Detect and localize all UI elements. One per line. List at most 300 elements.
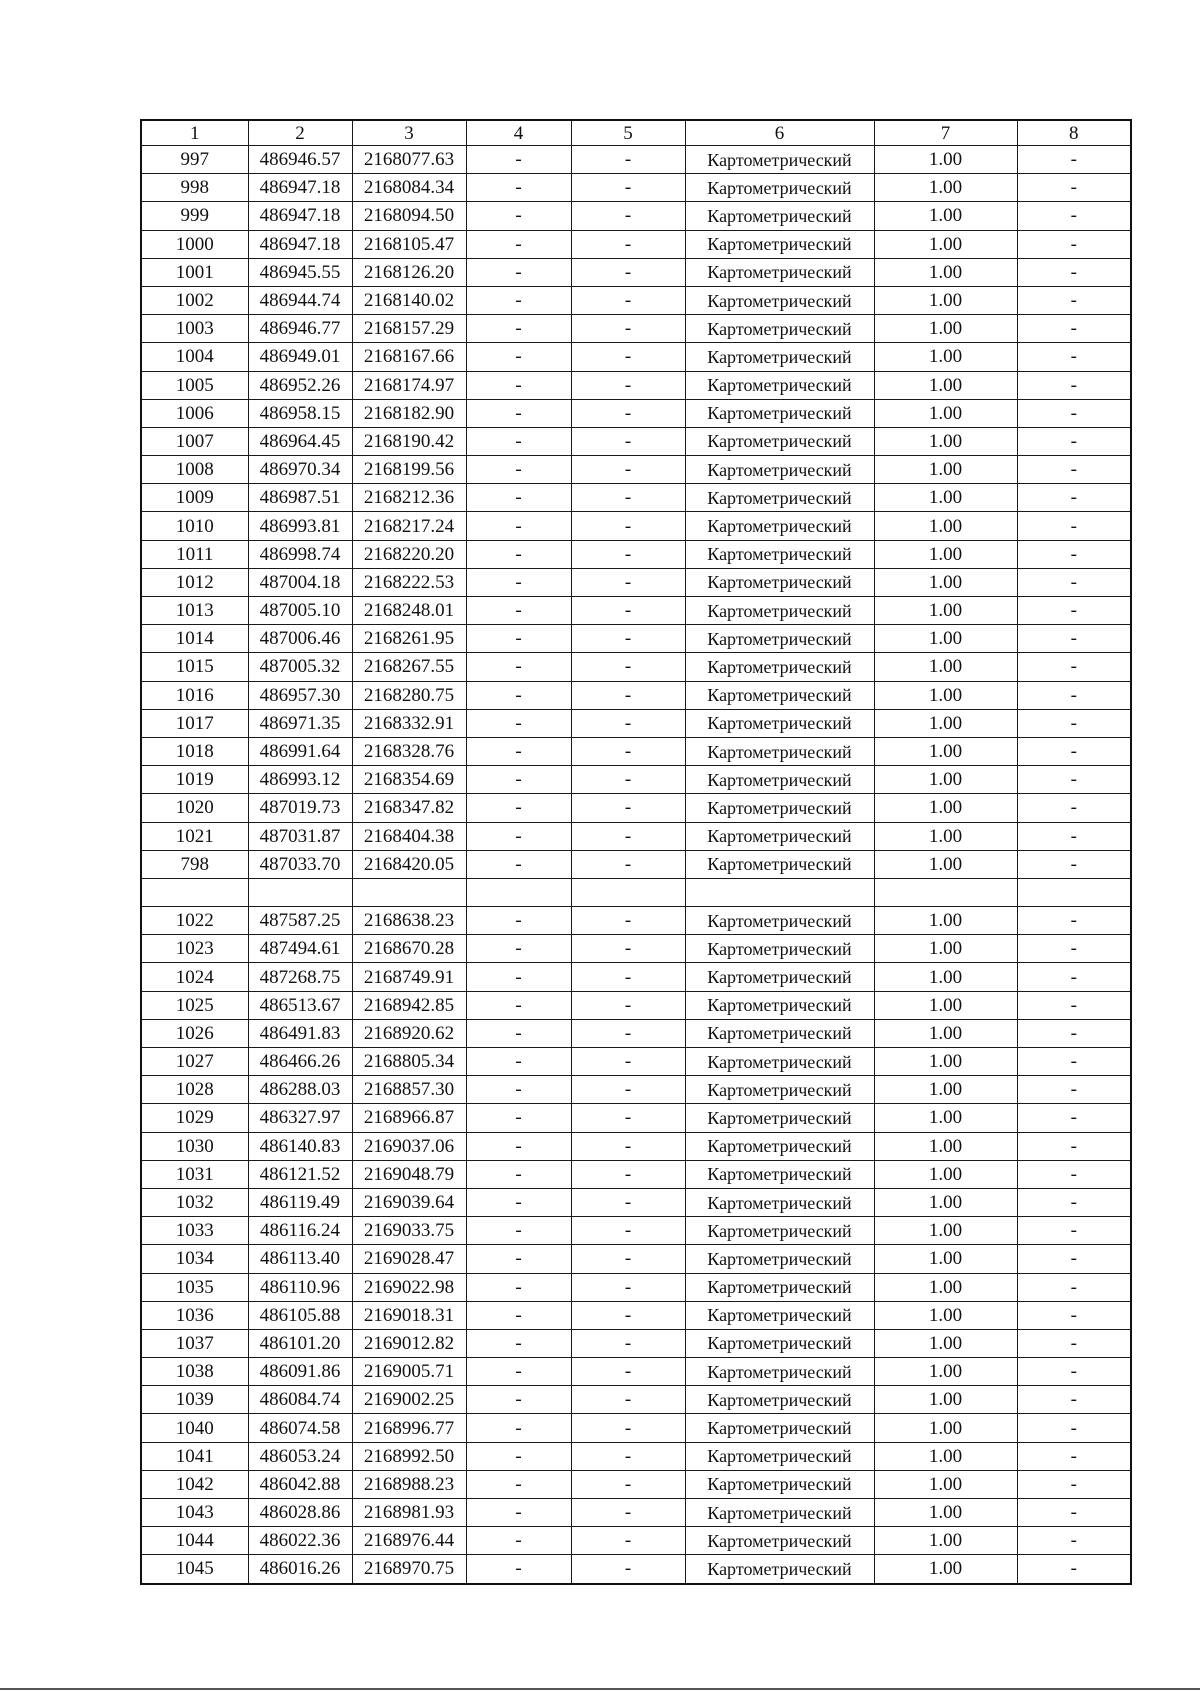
cell-method: Картометрический [685,766,874,794]
table-row [141,681,1131,709]
table-row [141,625,1131,653]
cell-point-number [141,878,248,906]
cell-col-5-value: - [571,286,685,314]
cell-coordinate-x: 486491.83 [248,1019,352,1047]
cell-coordinate-y: 2168174.97 [352,371,466,399]
cell-col-8-value: - [1017,343,1131,371]
cell-point-number: 1030 [141,1132,248,1160]
cell-coordinate-x [248,878,352,906]
cell-coordinate-y: 2168077.63 [352,146,466,174]
cell-col-4-value: - [466,681,571,709]
cell-coordinate-x: 486016.26 [248,1555,352,1584]
cell-coordinate-y: 2168354.69 [352,766,466,794]
cell-col-4-value [466,878,571,906]
cell-accuracy: 1.00 [874,540,1017,568]
cell-point-number: 1040 [141,1414,248,1442]
cell-col-8-value: - [1017,427,1131,455]
cell-coordinate-y: 2168638.23 [352,907,466,935]
cell-coordinate-y: 2168992.50 [352,1442,466,1470]
cell-coordinate-x: 486053.24 [248,1442,352,1470]
cell-accuracy: 1.00 [874,991,1017,1019]
cell-method: Картометрический [685,1217,874,1245]
cell-coordinate-y: 2168749.91 [352,963,466,991]
cell-coordinate-y: 2169039.64 [352,1188,466,1216]
table-row [141,1527,1131,1555]
cell-accuracy: 1.00 [874,935,1017,963]
cell-col-4-value: - [466,1160,571,1188]
cell-point-number: 1010 [141,512,248,540]
cell-coordinate-y: 2168084.34 [352,174,466,202]
cell-method: Картометрический [685,427,874,455]
cell-point-number: 1026 [141,1019,248,1047]
cell-method: Картометрический [685,1414,874,1442]
cell-coordinate-x: 486991.64 [248,737,352,765]
cell-point-number: 1006 [141,399,248,427]
cell-col-5-value: - [571,850,685,878]
cell-col-4-value: - [466,1386,571,1414]
table-row [141,1499,1131,1527]
cell-coordinate-y: 2169005.71 [352,1358,466,1386]
cell-col-5-value: - [571,568,685,596]
cell-col-5-value: - [571,935,685,963]
cell-coordinate-y: 2168332.91 [352,709,466,737]
cell-method: Картометрический [685,935,874,963]
cell-col-8-value: - [1017,568,1131,596]
cell-col-4-value: - [466,568,571,596]
cell-method: Картометрический [685,794,874,822]
cell-coordinate-y: 2168167.66 [352,343,466,371]
table-row [141,709,1131,737]
cell-col-5-value: - [571,230,685,258]
cell-col-8-value: - [1017,1245,1131,1273]
cell-col-4-value: - [466,371,571,399]
cell-coordinate-x: 487004.18 [248,568,352,596]
cell-col-8-value: - [1017,174,1131,202]
cell-accuracy: 1.00 [874,1076,1017,1104]
cell-col-8-value: - [1017,907,1131,935]
cell-point-number: 1034 [141,1245,248,1273]
cell-col-5-value: - [571,456,685,484]
cell-point-number: 1032 [141,1188,248,1216]
cell-coordinate-y: 2168220.20 [352,540,466,568]
cell-col-4-value: - [466,174,571,202]
cell-method: Картометрический [685,625,874,653]
cell-coordinate-x: 486998.74 [248,540,352,568]
cell-coordinate-x: 486964.45 [248,427,352,455]
cell-coordinate-y: 2168920.62 [352,1019,466,1047]
cell-coordinate-x: 487268.75 [248,963,352,991]
cell-coordinate-x: 486113.40 [248,1245,352,1273]
cell-method [685,878,874,906]
page-bottom-rule [0,1688,1200,1690]
cell-method: Картометрический [685,1104,874,1132]
cell-col-4-value: - [466,1527,571,1555]
table-row [141,315,1131,343]
cell-method: Картометрический [685,1273,874,1301]
cell-col-5-value: - [571,1188,685,1216]
cell-col-4-value: - [466,456,571,484]
cell-accuracy: 1.00 [874,174,1017,202]
cell-point-number: 1039 [141,1386,248,1414]
cell-col-8-value: - [1017,1076,1131,1104]
cell-coordinate-x: 487006.46 [248,625,352,653]
cell-col-5-value: - [571,1076,685,1104]
cell-accuracy: 1.00 [874,315,1017,343]
cell-col-5-value: - [571,963,685,991]
cell-accuracy: 1.00 [874,1273,1017,1301]
cell-col-5-value: - [571,991,685,1019]
cell-point-number: 1012 [141,568,248,596]
cell-coordinate-x: 486947.18 [248,202,352,230]
cell-accuracy: 1.00 [874,1470,1017,1498]
cell-col-5-value: - [571,1301,685,1329]
cell-accuracy: 1.00 [874,1555,1017,1584]
cell-method: Картометрический [685,737,874,765]
cell-col-4-value: - [466,146,571,174]
table-row [141,1132,1131,1160]
cell-col-4-value: - [466,399,571,427]
cell-method: Картометрический [685,456,874,484]
column-header-col-2: 2 [248,120,352,146]
cell-coordinate-y: 2168942.85 [352,991,466,1019]
cell-accuracy: 1.00 [874,1104,1017,1132]
cell-point-number: 1037 [141,1329,248,1357]
cell-coordinate-x: 486957.30 [248,681,352,709]
cell-coordinate-x: 486970.34 [248,456,352,484]
cell-coordinate-y: 2168105.47 [352,230,466,258]
cell-point-number: 1024 [141,963,248,991]
cell-coordinate-x: 486987.51 [248,484,352,512]
cell-col-5-value: - [571,427,685,455]
column-header-col-8: 8 [1017,120,1131,146]
cell-coordinate-y: 2168347.82 [352,794,466,822]
cell-method: Картометрический [685,258,874,286]
cell-col-4-value: - [466,1048,571,1076]
cell-point-number: 998 [141,174,248,202]
cell-method: Картометрический [685,1245,874,1273]
cell-accuracy: 1.00 [874,1499,1017,1527]
cell-col-8-value: - [1017,1442,1131,1470]
cell-col-5-value: - [571,822,685,850]
cell-coordinate-y: 2168805.34 [352,1048,466,1076]
cell-coordinate-x: 486945.55 [248,258,352,286]
cell-coordinate-x: 486042.88 [248,1470,352,1498]
cell-col-8-value: - [1017,512,1131,540]
cell-col-4-value: - [466,258,571,286]
cell-coordinate-x: 486022.36 [248,1527,352,1555]
cell-accuracy: 1.00 [874,1527,1017,1555]
cell-coordinate-y: 2168140.02 [352,286,466,314]
cell-col-4-value: - [466,1217,571,1245]
cell-point-number: 1018 [141,737,248,765]
cell-coordinate-y: 2168248.01 [352,597,466,625]
cell-coordinate-x: 487005.10 [248,597,352,625]
cell-col-4-value: - [466,597,571,625]
cell-accuracy: 1.00 [874,1217,1017,1245]
cell-coordinate-y: 2169018.31 [352,1301,466,1329]
table-row [141,963,1131,991]
cell-col-8-value: - [1017,230,1131,258]
cell-col-5-value: - [571,371,685,399]
cell-point-number: 1029 [141,1104,248,1132]
table-row [141,399,1131,427]
cell-col-4-value: - [466,1358,571,1386]
cell-col-5-value: - [571,625,685,653]
cell-point-number: 1036 [141,1301,248,1329]
cell-accuracy: 1.00 [874,146,1017,174]
cell-col-4-value: - [466,1273,571,1301]
cell-col-5-value: - [571,343,685,371]
cell-point-number: 999 [141,202,248,230]
cell-accuracy: 1.00 [874,568,1017,596]
cell-col-8-value: - [1017,399,1131,427]
cell-col-5-value: - [571,1386,685,1414]
cell-col-5-value: - [571,681,685,709]
cell-col-4-value: - [466,1555,571,1584]
cell-col-5-value: - [571,1527,685,1555]
cell-accuracy: 1.00 [874,484,1017,512]
table-row [141,1301,1131,1329]
cell-coordinate-y: 2169002.25 [352,1386,466,1414]
cell-method: Картометрический [685,484,874,512]
cell-accuracy: 1.00 [874,258,1017,286]
cell-col-4-value: - [466,202,571,230]
cell-point-number: 1038 [141,1358,248,1386]
cell-point-number: 1031 [141,1160,248,1188]
cell-accuracy: 1.00 [874,737,1017,765]
cell-col-5-value: - [571,1217,685,1245]
cell-method: Картометрический [685,202,874,230]
cell-accuracy: 1.00 [874,822,1017,850]
cell-col-4-value: - [466,1414,571,1442]
column-header-col-6: 6 [685,120,874,146]
cell-col-4-value: - [466,963,571,991]
cell-accuracy: 1.00 [874,625,1017,653]
cell-method: Картометрический [685,371,874,399]
table-row [141,484,1131,512]
cell-col-5-value: - [571,1019,685,1047]
table-row [141,907,1131,935]
cell-col-8-value: - [1017,1104,1131,1132]
cell-col-8-value: - [1017,794,1131,822]
cell-method: Картометрический [685,540,874,568]
cell-col-4-value: - [466,625,571,653]
table-row [141,1358,1131,1386]
cell-coordinate-x: 486958.15 [248,399,352,427]
cell-method: Картометрический [685,963,874,991]
cell-accuracy: 1.00 [874,1414,1017,1442]
cell-coordinate-x: 487587.25 [248,907,352,935]
cell-accuracy: 1.00 [874,1301,1017,1329]
table-row [141,568,1131,596]
cell-point-number: 1014 [141,625,248,653]
cell-method: Картометрический [685,1019,874,1047]
cell-method: Картометрический [685,343,874,371]
cell-coordinate-y: 2168182.90 [352,399,466,427]
cell-point-number: 1013 [141,597,248,625]
cell-col-5-value: - [571,1104,685,1132]
cell-method: Картометрический [685,1132,874,1160]
table-row [141,146,1131,174]
cell-method: Картометрический [685,850,874,878]
cell-coordinate-y: 2168094.50 [352,202,466,230]
cell-accuracy: 1.00 [874,766,1017,794]
cell-col-5-value: - [571,794,685,822]
cell-accuracy: 1.00 [874,286,1017,314]
cell-col-8-value: - [1017,991,1131,1019]
cell-point-number: 1002 [141,286,248,314]
cell-coordinate-y: 2168126.20 [352,258,466,286]
table-row [141,1245,1131,1273]
table-row [141,850,1131,878]
table-row [141,258,1131,286]
cell-accuracy: 1.00 [874,681,1017,709]
cell-accuracy: 1.00 [874,1358,1017,1386]
coordinates-table [140,119,1132,1585]
cell-col-8-value: - [1017,766,1131,794]
cell-point-number: 1019 [141,766,248,794]
table-row [141,766,1131,794]
cell-col-8-value: - [1017,146,1131,174]
cell-col-4-value: - [466,343,571,371]
cell-coordinate-x: 486074.58 [248,1414,352,1442]
cell-method: Картометрический [685,991,874,1019]
table-row [141,1386,1131,1414]
cell-coordinate-x: 486119.49 [248,1188,352,1216]
cell-coordinate-y: 2169012.82 [352,1329,466,1357]
cell-coordinate-x: 487033.70 [248,850,352,878]
cell-method: Картометрический [685,146,874,174]
cell-coordinate-x: 486949.01 [248,343,352,371]
cell-point-number: 1044 [141,1527,248,1555]
cell-coordinate-x: 487494.61 [248,935,352,963]
cell-col-5-value: - [571,907,685,935]
cell-accuracy: 1.00 [874,1160,1017,1188]
cell-point-number: 1045 [141,1555,248,1584]
cell-col-8-value: - [1017,935,1131,963]
cell-coordinate-x: 486121.52 [248,1160,352,1188]
cell-point-number: 1001 [141,258,248,286]
cell-accuracy: 1.00 [874,1386,1017,1414]
cell-point-number: 1003 [141,315,248,343]
cell-col-5-value: - [571,1555,685,1584]
cell-col-4-value: - [466,794,571,822]
cell-point-number: 1020 [141,794,248,822]
cell-coordinate-y: 2168222.53 [352,568,466,596]
cell-col-4-value: - [466,540,571,568]
cell-col-5-value: - [571,1132,685,1160]
cell-coordinate-x: 487031.87 [248,822,352,850]
cell-col-5-value: - [571,597,685,625]
cell-col-8-value: - [1017,456,1131,484]
cell-method: Картометрический [685,1301,874,1329]
cell-col-8-value: - [1017,709,1131,737]
cell-col-4-value: - [466,907,571,935]
cell-col-4-value: - [466,484,571,512]
cell-col-5-value: - [571,766,685,794]
cell-coordinate-x: 486971.35 [248,709,352,737]
cell-point-number: 1021 [141,822,248,850]
cell-method: Картометрический [685,1329,874,1357]
cell-coordinate-x: 486946.77 [248,315,352,343]
cell-coordinate-x: 486946.57 [248,146,352,174]
cell-col-4-value: - [466,709,571,737]
cell-coordinate-x: 487005.32 [248,653,352,681]
cell-coordinate-y: 2168190.42 [352,427,466,455]
cell-col-5-value: - [571,484,685,512]
cell-col-4-value: - [466,822,571,850]
cell-col-4-value: - [466,1442,571,1470]
cell-col-8-value: - [1017,1217,1131,1245]
cell-coordinate-x: 486140.83 [248,1132,352,1160]
cell-method: Картометрический [685,1076,874,1104]
cell-accuracy: 1.00 [874,399,1017,427]
cell-col-4-value: - [466,1499,571,1527]
cell-point-number: 1000 [141,230,248,258]
table-row [141,1188,1131,1216]
cell-col-5-value: - [571,1414,685,1442]
column-header-col-3: 3 [352,120,466,146]
cell-method: Картометрический [685,907,874,935]
cell-coordinate-y: 2168404.38 [352,822,466,850]
cell-method: Картометрический [685,1527,874,1555]
cell-accuracy: 1.00 [874,1048,1017,1076]
cell-col-8-value: - [1017,1048,1131,1076]
cell-coordinate-x: 486993.81 [248,512,352,540]
column-header-col-1: 1 [141,120,248,146]
cell-point-number: 1035 [141,1273,248,1301]
cell-accuracy: 1.00 [874,963,1017,991]
cell-method: Картометрический [685,1386,874,1414]
cell-method: Картометрический [685,681,874,709]
table-row [141,1414,1131,1442]
table-row [141,653,1131,681]
cell-col-4-value: - [466,230,571,258]
cell-col-8-value: - [1017,1301,1131,1329]
cell-accuracy: 1.00 [874,230,1017,258]
cell-col-4-value: - [466,1301,571,1329]
cell-coordinate-y: 2169033.75 [352,1217,466,1245]
cell-col-8-value: - [1017,1273,1131,1301]
cell-coordinate-y: 2169037.06 [352,1132,466,1160]
cell-coordinate-y: 2168420.05 [352,850,466,878]
cell-col-4-value: - [466,315,571,343]
cell-col-4-value: - [466,850,571,878]
cell-accuracy: 1.00 [874,1188,1017,1216]
cell-col-8-value: - [1017,315,1131,343]
cell-point-number: 1016 [141,681,248,709]
table-row [141,935,1131,963]
cell-coordinate-y: 2169022.98 [352,1273,466,1301]
cell-accuracy: 1.00 [874,1019,1017,1047]
cell-point-number: 1008 [141,456,248,484]
cell-col-5-value: - [571,1499,685,1527]
cell-accuracy: 1.00 [874,794,1017,822]
cell-coordinate-y: 2168199.56 [352,456,466,484]
cell-coordinate-x: 486116.24 [248,1217,352,1245]
cell-method: Картометрический [685,822,874,850]
cell-col-8-value: - [1017,540,1131,568]
cell-point-number: 798 [141,850,248,878]
cell-col-8-value: - [1017,1386,1131,1414]
cell-coordinate-x: 486952.26 [248,371,352,399]
cell-col-4-value: - [466,512,571,540]
cell-col-4-value: - [466,737,571,765]
cell-col-5-value: - [571,1273,685,1301]
cell-point-number: 1042 [141,1470,248,1498]
cell-method: Картометрический [685,399,874,427]
cell-col-5-value: - [571,540,685,568]
